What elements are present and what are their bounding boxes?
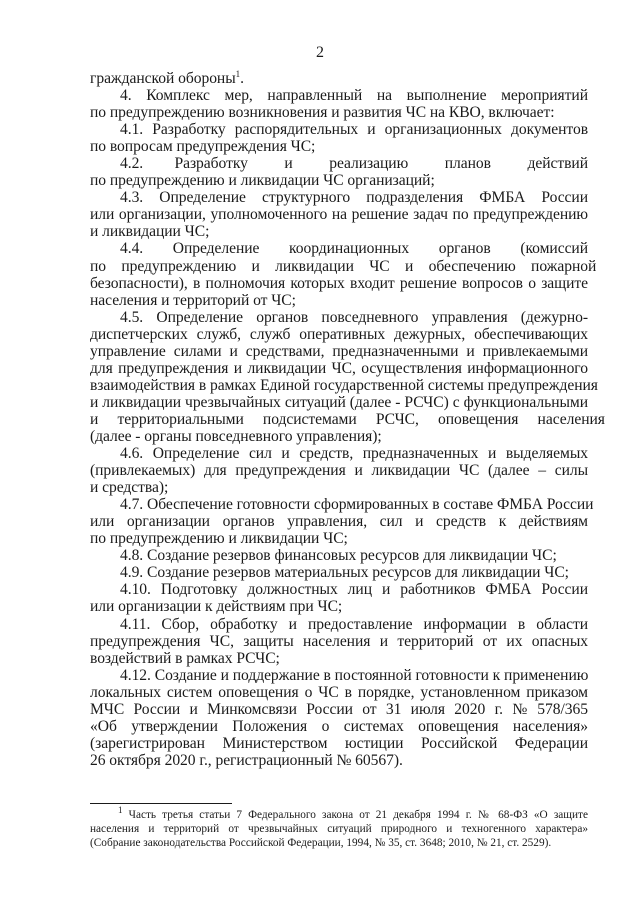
text-line (90, 394, 588, 411)
line-text: управление силами и средствами, предназначенными и привлекаемыми (90, 342, 588, 360)
text-line (90, 326, 588, 343)
line-text: 4.2. Разработку и реализацию планов действий (120, 155, 588, 173)
line-text: или организации органов управления, сил и средств к действиям (90, 513, 588, 531)
text-line (90, 479, 588, 496)
line-text: и ликвидации ЧС; (90, 223, 210, 241)
line-text: и средства); (90, 479, 169, 497)
text-line (90, 309, 588, 326)
text-line (90, 805, 588, 822)
line-text: 4.1. Разработку распорядительных и организационных документов (120, 121, 588, 139)
line-text: безопасности), в полномочия которых входит решение вопросов о защите (90, 274, 588, 292)
line-text: по вопросам предупреждения ЧС; (90, 138, 316, 156)
line-text: Часть третья статьи 7 Федерального закона от 21 декабря 1994 г. № 68-ФЗ «О защите (128, 809, 588, 821)
footnote-separator (90, 803, 232, 804)
line-text: 4.12. Создание и поддержание в постоянной готовности к применению (120, 666, 589, 684)
text-line (90, 822, 588, 836)
text-line (90, 257, 597, 275)
text-line (90, 616, 588, 633)
punctuation: . (240, 70, 244, 87)
text-line (90, 701, 588, 718)
line-text: 4.6. Определение сил и средств, предназначенных и выделяемых (120, 445, 588, 463)
line-text: по предупреждению и ликвидации ЧС и обеспечению пожарной (90, 257, 597, 275)
text-line (90, 718, 588, 735)
footnote-marker: 1 (118, 805, 123, 816)
line-text: населения и территорий от чрезвычайных ситуаций природного и техногенного характера» (90, 823, 588, 835)
line-text: для предупреждения и ликвидации ЧС, осуществления информационного (90, 359, 588, 377)
text-line (90, 292, 588, 309)
text-line (90, 189, 588, 206)
line-text: 4.10. Подготовку должностных лиц и работников ФМБА России (120, 581, 588, 599)
line-text: 4.11. Сбор, обработку и предоставление информации в области (120, 615, 588, 633)
line-text: (привлекаемых) для предупреждения и ликвидации ЧС (далее – силы (90, 462, 588, 480)
text-line (90, 360, 588, 377)
text-line (90, 275, 588, 292)
line-text: 4.4. Определение координационных органов (комиссий (120, 240, 588, 258)
text-line (90, 581, 588, 598)
text-line (90, 633, 588, 650)
line-text: взаимодействия в рамках Единой государственной системы предупреждения (90, 376, 598, 394)
text-line (90, 650, 588, 667)
text-line (90, 496, 594, 514)
text-line (90, 155, 588, 172)
text-line (90, 735, 588, 752)
footnote (90, 805, 588, 850)
text-line (90, 530, 588, 547)
line-text: или организации, уполномоченного на решение задач по предупреждению (90, 206, 588, 224)
footnote-reference: 1 (235, 68, 241, 79)
line-text: (далее - органы повседневного управления); (90, 427, 382, 445)
line-text: по предупреждению и ликвидации ЧС организаций; (90, 172, 435, 190)
line-text: (зарегистрирован Министерством юстиции Российской Федерации (90, 734, 588, 752)
text-line (90, 121, 588, 138)
line-text: предупреждения ЧС, защиты населения и территорий от их опасных (90, 632, 588, 650)
line-text: 26 октября 2020 г., регистрационный № 60567). (90, 751, 403, 769)
line-text: локальных систем оповещения о ЧС в порядке, установленном приказом (90, 683, 588, 701)
text-line (90, 343, 588, 360)
text-line (90, 428, 588, 445)
text-line (90, 667, 588, 684)
text-line (90, 564, 588, 581)
line-text: 4. Комплекс мер, направленный на выполнение мероприятий (120, 87, 588, 105)
line-text: воздействий в рамках РСЧС; (90, 649, 280, 667)
page-number: 2 (316, 44, 324, 61)
text-line (90, 445, 588, 462)
line-text: 4.9. Создание резервов материальных ресурсов для ликвидации ЧС; (120, 564, 569, 582)
text-line (90, 836, 588, 850)
document-body (90, 68, 605, 769)
line-text: «Об утверждении Положения о системах оповещения населения» (90, 717, 588, 735)
line-text: гражданской обороны (90, 70, 236, 87)
text-line (90, 513, 588, 530)
line-text: и территориальными подсистемами РСЧС, оповещения населения (90, 410, 605, 428)
text-line (90, 104, 588, 121)
line-text: МЧС России и Минкомсвязи России от 31 июля 2020 г. № 578/365 (90, 700, 588, 718)
line-text: или организации к действиям при ЧС; (90, 598, 343, 616)
line-text: 4.3. Определение структурного подразделения ФМБА России (120, 189, 588, 207)
text-line (90, 87, 588, 104)
text-line (90, 684, 588, 701)
text-line (90, 70, 588, 87)
line-text: 4.7. Обеспечение готовности сформированных в составе ФМБА России (120, 496, 594, 514)
line-text: (Собрание законодательства Российской Федерации, 1994, № 35, ст. 3648; 2010, № 21, ст. 2529). (90, 837, 552, 849)
text-line (90, 138, 588, 155)
text-line (90, 462, 588, 479)
line-text: 4.5. Определение органов повседневного управления (дежурно- (120, 308, 588, 326)
line-text: населения и территорий от ЧС; (90, 291, 296, 309)
text-line (90, 376, 598, 394)
text-line (90, 206, 588, 223)
line-text: диспетчерских служб, служб оперативных дежурных, обеспечивающих (90, 325, 588, 343)
line-text: по предупреждению и ликвидации ЧС; (90, 530, 348, 548)
text-line (90, 240, 588, 257)
text-line (90, 172, 588, 189)
text-line (90, 598, 588, 615)
text-line (90, 547, 588, 564)
text-line (90, 410, 605, 428)
text-line (90, 752, 588, 769)
line-text: 4.8. Создание резервов финансовых ресурсов для ликвидации ЧС; (120, 547, 557, 565)
line-text: и ликвидации чрезвычайных ситуаций (далее - РСЧС) с функциональными (90, 393, 588, 411)
line-text: по предупреждению возникновения и развития ЧС на КВО, включает: (90, 104, 555, 122)
text-line (90, 223, 588, 240)
